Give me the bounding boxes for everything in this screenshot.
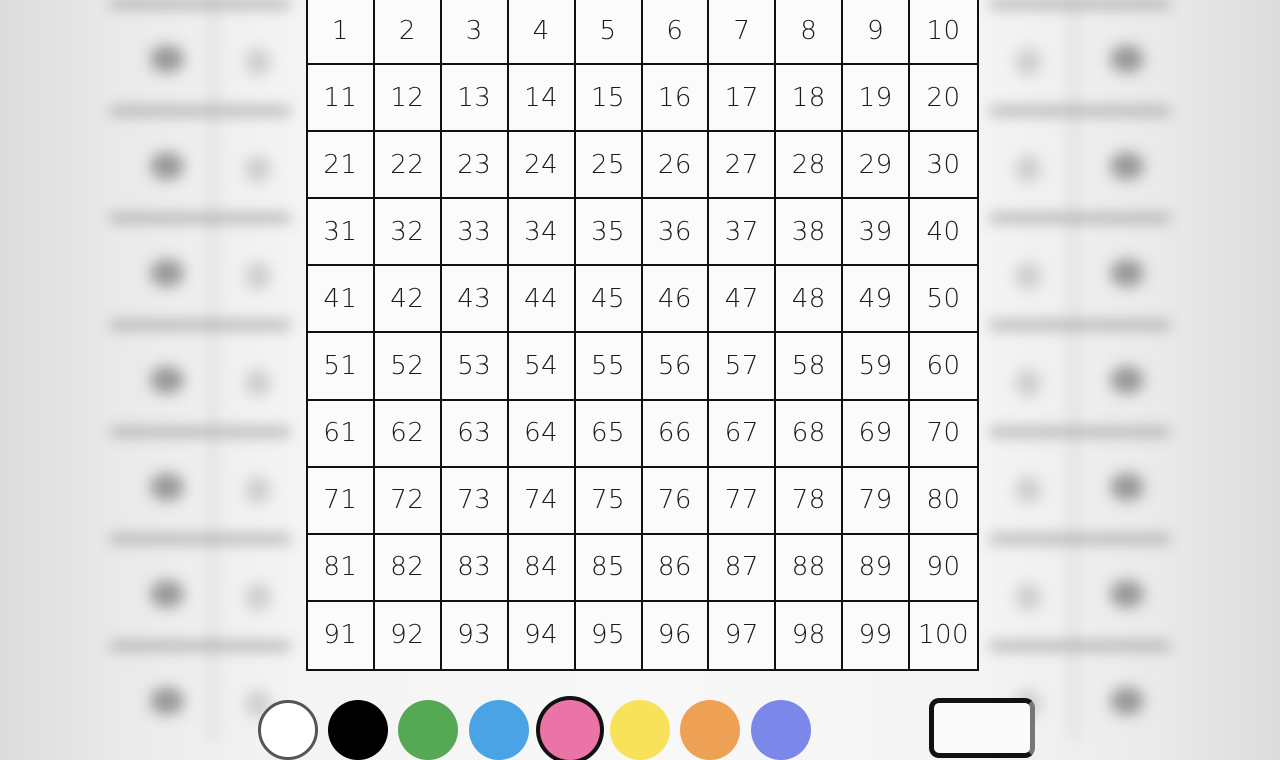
number-cell[interactable]: 51 xyxy=(308,333,375,400)
number-cell[interactable]: 85 xyxy=(576,535,643,602)
number-cell[interactable]: 23 xyxy=(442,132,509,199)
number-cell[interactable]: 2 xyxy=(375,0,442,65)
number-cell[interactable]: 56 xyxy=(643,333,710,400)
number-cell[interactable]: 20 xyxy=(910,65,977,132)
number-cell[interactable]: 99 xyxy=(843,602,910,669)
number-cell[interactable]: 15 xyxy=(576,65,643,132)
number-cell[interactable]: 77 xyxy=(709,468,776,535)
number-cell[interactable]: 33 xyxy=(442,199,509,266)
number-cell[interactable]: 45 xyxy=(576,266,643,333)
blurred-number xyxy=(150,687,184,715)
number-cell[interactable]: 29 xyxy=(843,132,910,199)
number-cell[interactable]: 22 xyxy=(375,132,442,199)
number-cell[interactable]: 47 xyxy=(709,266,776,333)
number-cell[interactable]: 64 xyxy=(509,401,576,468)
blurred-number xyxy=(150,152,184,180)
blurred-number xyxy=(1015,369,1041,397)
number-cell[interactable]: 7 xyxy=(709,0,776,65)
blurred-divider xyxy=(110,535,290,543)
number-cell[interactable]: 94 xyxy=(509,602,576,669)
number-cell[interactable]: 4 xyxy=(509,0,576,65)
blurred-number xyxy=(1110,152,1144,180)
blurred-number xyxy=(1015,262,1041,290)
number-cell[interactable]: 80 xyxy=(910,468,977,535)
number-cell[interactable]: 86 xyxy=(643,535,710,602)
number-cell[interactable]: 93 xyxy=(442,602,509,669)
number-cell[interactable]: 3 xyxy=(442,0,509,65)
blurred-number xyxy=(1110,580,1144,608)
blurred-divider xyxy=(110,321,290,329)
blurred-divider xyxy=(990,0,1170,8)
number-cell[interactable]: 79 xyxy=(843,468,910,535)
blurred-number xyxy=(245,369,271,397)
number-cell[interactable]: 75 xyxy=(576,468,643,535)
blurred-divider xyxy=(990,107,1170,115)
number-cell[interactable]: 36 xyxy=(643,199,710,266)
number-cell[interactable]: 37 xyxy=(709,199,776,266)
blurred-number xyxy=(1110,45,1144,73)
number-cell[interactable]: 43 xyxy=(442,266,509,333)
number-cell[interactable]: 9 xyxy=(843,0,910,65)
number-cell[interactable]: 58 xyxy=(776,333,843,400)
number-cell[interactable]: 48 xyxy=(776,266,843,333)
number-cell[interactable]: 71 xyxy=(308,468,375,535)
number-cell[interactable]: 62 xyxy=(375,401,442,468)
number-cell[interactable]: 91 xyxy=(308,602,375,669)
number-cell[interactable]: 54 xyxy=(509,333,576,400)
number-cell[interactable]: 52 xyxy=(375,333,442,400)
number-cell[interactable]: 83 xyxy=(442,535,509,602)
number-cell[interactable]: 31 xyxy=(308,199,375,266)
number-cell[interactable]: 63 xyxy=(442,401,509,468)
number-cell[interactable]: 8 xyxy=(776,0,843,65)
number-cell[interactable]: 14 xyxy=(509,65,576,132)
blurred-number xyxy=(1110,687,1144,715)
number-cell[interactable]: 73 xyxy=(442,468,509,535)
number-cell[interactable]: 40 xyxy=(910,199,977,266)
blurred-divider xyxy=(110,214,290,222)
number-cell[interactable]: 19 xyxy=(843,65,910,132)
blurred-number xyxy=(150,45,184,73)
number-cell[interactable]: 84 xyxy=(509,535,576,602)
number-cell[interactable]: 70 xyxy=(910,401,977,468)
number-cell[interactable]: 97 xyxy=(709,602,776,669)
number-cell[interactable]: 17 xyxy=(709,65,776,132)
number-cell[interactable]: 67 xyxy=(709,401,776,468)
blurred-number xyxy=(1015,476,1041,504)
blurred-number xyxy=(1110,473,1144,501)
number-cell[interactable]: 27 xyxy=(709,132,776,199)
blurred-divider xyxy=(990,428,1170,436)
color-swatch-orange[interactable] xyxy=(680,700,740,760)
number-cell[interactable]: 53 xyxy=(442,333,509,400)
number-cell[interactable]: 92 xyxy=(375,602,442,669)
number-cell[interactable]: 12 xyxy=(375,65,442,132)
blurred-number xyxy=(245,155,271,183)
number-cell[interactable]: 46 xyxy=(643,266,710,333)
number-cell[interactable]: 44 xyxy=(509,266,576,333)
number-cell[interactable]: 87 xyxy=(709,535,776,602)
number-cell[interactable]: 32 xyxy=(375,199,442,266)
color-swatch-purple[interactable] xyxy=(751,700,811,760)
number-cell[interactable]: 35 xyxy=(576,199,643,266)
blurred-divider xyxy=(990,535,1170,543)
number-cell[interactable]: 30 xyxy=(910,132,977,199)
number-cell[interactable]: 11 xyxy=(308,65,375,132)
number-cell[interactable]: 18 xyxy=(776,65,843,132)
number-cell[interactable]: 59 xyxy=(843,333,910,400)
blurred-number xyxy=(245,48,271,76)
blurred-divider xyxy=(990,214,1170,222)
blurred-number xyxy=(1110,366,1144,394)
number-cell[interactable]: 65 xyxy=(576,401,643,468)
number-cell[interactable]: 89 xyxy=(843,535,910,602)
number-cell[interactable]: 60 xyxy=(910,333,977,400)
blurred-divider xyxy=(110,642,290,650)
number-cell[interactable]: 6 xyxy=(643,0,710,65)
number-cell[interactable]: 16 xyxy=(643,65,710,132)
eraser-button[interactable] xyxy=(929,698,1035,758)
blurred-number xyxy=(1110,259,1144,287)
number-cell[interactable]: 5 xyxy=(576,0,643,65)
number-cell[interactable]: 96 xyxy=(643,602,710,669)
blurred-number xyxy=(150,259,184,287)
number-cell[interactable]: 69 xyxy=(843,401,910,468)
number-cell[interactable]: 81 xyxy=(308,535,375,602)
blurred-divider xyxy=(110,107,290,115)
number-cell[interactable]: 100 xyxy=(917,620,970,651)
number-cell[interactable]: 38 xyxy=(776,199,843,266)
number-cell[interactable]: 26 xyxy=(643,132,710,199)
color-swatch-pink[interactable] xyxy=(540,700,600,760)
number-cell[interactable]: 49 xyxy=(843,266,910,333)
color-swatch-white[interactable] xyxy=(258,700,318,760)
number-cell[interactable]: 13 xyxy=(442,65,509,132)
color-swatch-blue[interactable] xyxy=(469,700,529,760)
number-cell[interactable]: 72 xyxy=(375,468,442,535)
blurred-number xyxy=(245,476,271,504)
blurred-number xyxy=(1015,583,1041,611)
blurred-number xyxy=(150,473,184,501)
hundred-chart-grid xyxy=(306,0,979,671)
blurred-number xyxy=(150,366,184,394)
blurred-left-panel xyxy=(110,0,300,740)
number-cell[interactable]: 74 xyxy=(509,468,576,535)
number-cell[interactable]: 98 xyxy=(776,602,843,669)
number-cell[interactable]: 21 xyxy=(308,132,375,199)
blurred-divider xyxy=(990,642,1170,650)
number-cell[interactable]: 50 xyxy=(910,266,977,333)
number-cell[interactable]: 76 xyxy=(643,468,710,535)
blurred-divider xyxy=(110,428,290,436)
number-cell[interactable]: 41 xyxy=(308,266,375,333)
blurred-number xyxy=(1015,155,1041,183)
number-cell[interactable]: 78 xyxy=(776,468,843,535)
blurred-number xyxy=(1015,48,1041,76)
number-cell[interactable]: 24 xyxy=(509,132,576,199)
number-cell[interactable]: 90 xyxy=(910,535,977,602)
number-cell[interactable]: 88 xyxy=(776,535,843,602)
number-cell[interactable]: 39 xyxy=(843,199,910,266)
blurred-number xyxy=(245,262,271,290)
number-cell[interactable]: 95 xyxy=(576,602,643,669)
number-cell[interactable]: 55 xyxy=(576,333,643,400)
number-cell[interactable]: 1 xyxy=(308,0,375,65)
color-swatch-green[interactable] xyxy=(398,700,458,760)
number-cell[interactable]: 66 xyxy=(643,401,710,468)
blurred-number xyxy=(150,580,184,608)
color-swatch-black[interactable] xyxy=(328,700,388,760)
number-cell[interactable]: 34 xyxy=(509,199,576,266)
color-swatch-yellow[interactable] xyxy=(610,700,670,760)
number-cell[interactable]: 25 xyxy=(576,132,643,199)
blurred-divider xyxy=(990,321,1170,329)
number-cell[interactable]: 61 xyxy=(308,401,375,468)
blurred-divider xyxy=(110,0,290,8)
number-cell[interactable]: 57 xyxy=(709,333,776,400)
number-cell[interactable]: 10 xyxy=(910,0,977,65)
number-cell[interactable]: 28 xyxy=(776,132,843,199)
blurred-number xyxy=(245,583,271,611)
number-cell[interactable]: 82 xyxy=(375,535,442,602)
number-cell[interactable]: 68 xyxy=(776,401,843,468)
blurred-right-panel xyxy=(990,0,1180,740)
number-cell[interactable]: 42 xyxy=(375,266,442,333)
